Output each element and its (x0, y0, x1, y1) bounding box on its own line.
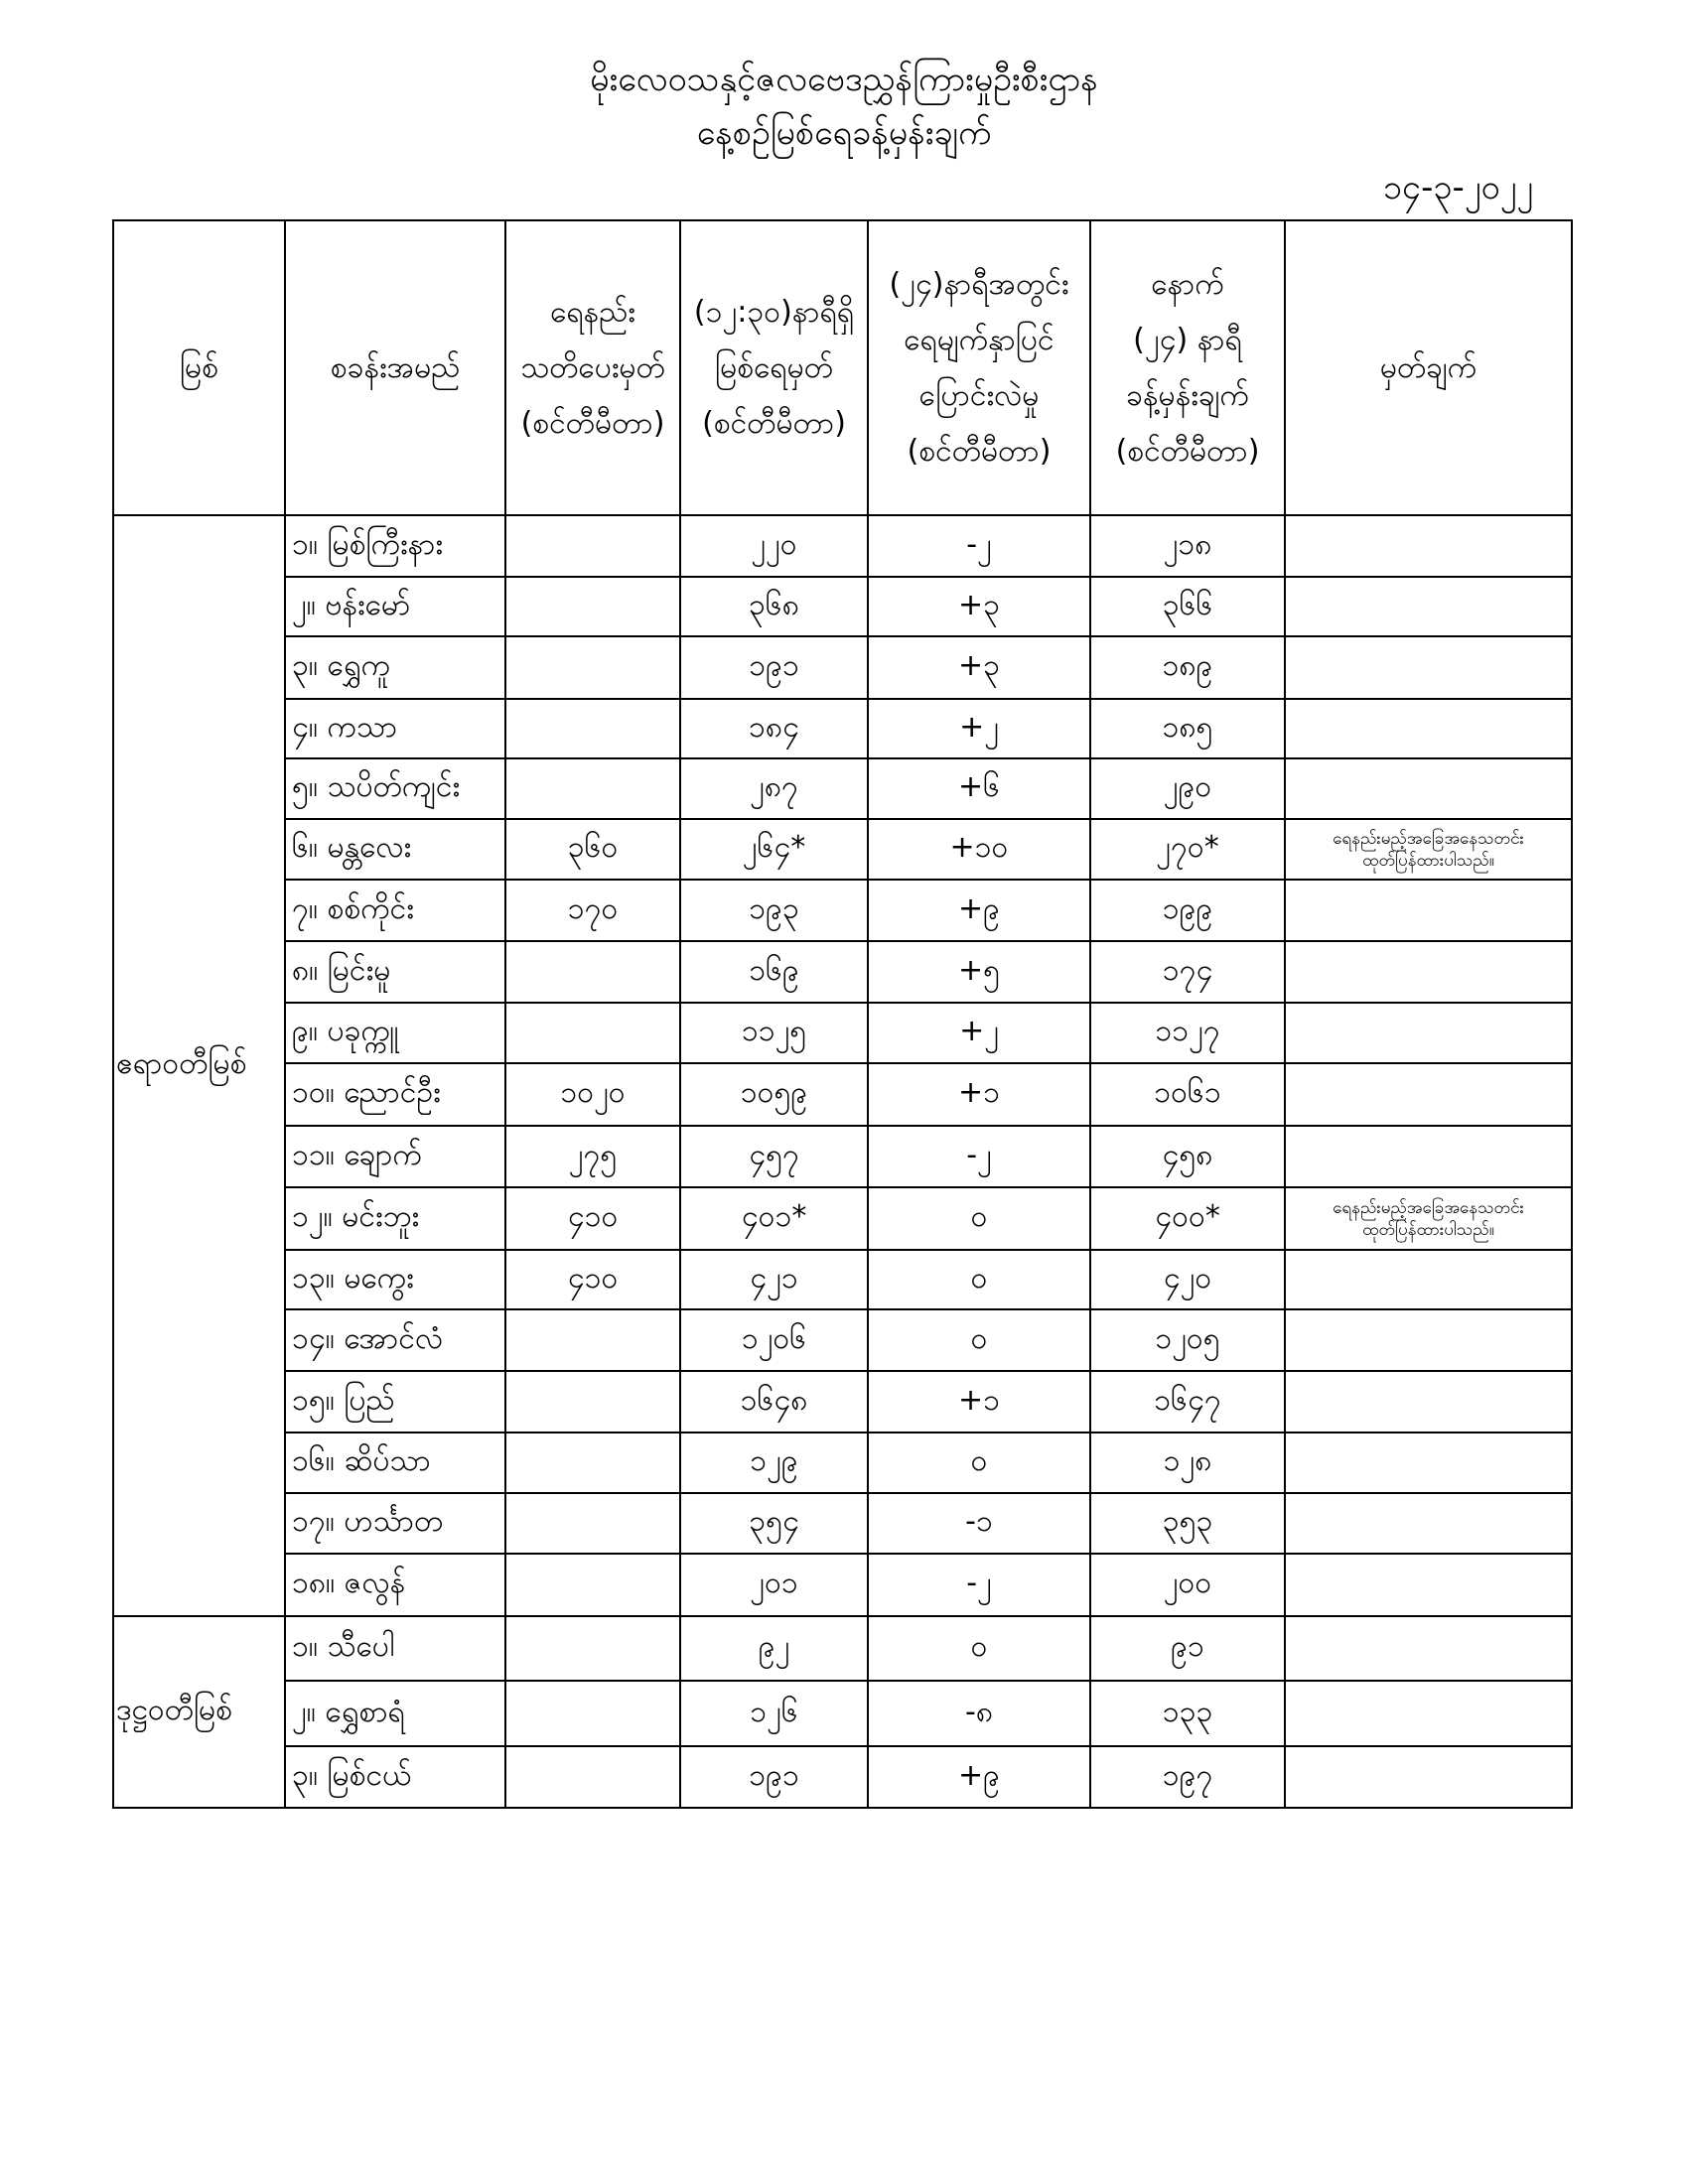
station-name-cell: ၁၁။ ချောက် (285, 1126, 505, 1187)
level-change-cell: -၂ (868, 515, 1090, 577)
water-level-cell: ၂၈၇ (680, 758, 868, 819)
forecast-level-cell: ၁၁၂၇ (1090, 1003, 1285, 1063)
remark-cell (1285, 1250, 1572, 1309)
water-level-cell: ၁၂၉ (680, 1433, 868, 1493)
table-row (113, 515, 1572, 577)
station-name-cell: ၄။ ကသာ (285, 699, 505, 758)
water-level-cell: ၁၆၉ (680, 941, 868, 1003)
forecast-level-cell: ၁၂၀၅ (1090, 1309, 1285, 1371)
warning-level-cell: ၄၁၀ (505, 1250, 680, 1309)
remark-cell (1285, 880, 1572, 941)
warning-level-cell (505, 1433, 680, 1493)
table-row (113, 1554, 1572, 1616)
remark-cell (1285, 758, 1572, 819)
warning-level-cell (505, 1003, 680, 1063)
remark-cell: ရေနည်းမည့်အခြေအနေသတင်း ထုတ်ပြန်ထားပါသည်။ (1285, 819, 1572, 880)
forecast-level-cell: ၃၅၃ (1090, 1493, 1285, 1554)
level-change-cell: +၆ (868, 758, 1090, 819)
forecast-level-cell: ၂၁၈ (1090, 515, 1285, 577)
station-name-cell: ၁၅။ ပြည် (285, 1371, 505, 1433)
station-name-cell: ၁။ မြစ်ကြီးနား (285, 515, 505, 577)
level-change-cell: ၀ (868, 1250, 1090, 1309)
water-level-cell: ၁၉၃ (680, 880, 868, 941)
col-water-level-header: (၁၂:၃၀)နာရီရှိ မြစ်ရေမှတ် (စင်တီမီတာ) (680, 220, 868, 515)
forecast-level-cell: ၄၅၈ (1090, 1126, 1285, 1187)
level-change-cell: -၂ (868, 1554, 1090, 1616)
col-warning-level-header: ရေနည်း သတိပေးမှတ် (စင်တီမီတာ) (505, 220, 680, 515)
water-level-cell: ၁၆၄၈ (680, 1371, 868, 1433)
remark-cell (1285, 1681, 1572, 1746)
water-level-cell: ၁၀၅၉ (680, 1063, 868, 1126)
col-forecast-header: နောက် (၂၄) နာရီ ခန့်မှန်းချက် (စင်တီမီတာ) (1090, 220, 1285, 515)
station-name-cell: ၁၈။ ဇလွန် (285, 1554, 505, 1616)
remark-cell (1285, 577, 1572, 636)
river-name-cell: ဧရာဝတီမြစ် (113, 515, 285, 1616)
water-level-cell: ၁၉၁ (680, 636, 868, 699)
remark-cell (1285, 1433, 1572, 1493)
table-row (113, 577, 1572, 636)
remark-cell (1285, 1554, 1572, 1616)
table-row (113, 1063, 1572, 1126)
table-row (113, 1187, 1572, 1250)
remark-cell (1285, 1126, 1572, 1187)
forecast-level-cell: ၄၀၀* (1090, 1187, 1285, 1250)
col-remark-header: မှတ်ချက် (1285, 220, 1572, 515)
warning-level-cell (505, 941, 680, 1003)
forecast-level-cell: ၂၇၀* (1090, 819, 1285, 880)
water-level-cell: ၁၁၂၅ (680, 1003, 868, 1063)
level-change-cell: ၀ (868, 1187, 1090, 1250)
water-level-cell: ၂၆၄* (680, 819, 868, 880)
level-change-cell: +၁ (868, 1063, 1090, 1126)
water-level-cell: ၉၂ (680, 1616, 868, 1681)
table-row (113, 1681, 1572, 1746)
forecast-level-cell: ၉၁ (1090, 1616, 1285, 1681)
level-change-cell: +၅ (868, 941, 1090, 1003)
level-change-cell: ၀ (868, 1616, 1090, 1681)
table-row (113, 1126, 1572, 1187)
forecast-level-cell: ၃၆၆ (1090, 577, 1285, 636)
station-name-cell: ၁၂။ မင်းဘူး (285, 1187, 505, 1250)
river-name-cell: ဒုဋ္ဌဝတီမြစ် (113, 1616, 285, 1808)
warning-level-cell (505, 1493, 680, 1554)
table-row (113, 880, 1572, 941)
water-level-cell: ၃၆၈ (680, 577, 868, 636)
station-name-cell: ၅။ သပိတ်ကျင်း (285, 758, 505, 819)
water-level-cell: ၁၂၀၆ (680, 1309, 868, 1371)
forecast-level-cell: ၁၀၆၁ (1090, 1063, 1285, 1126)
document-subtitle: နေ့စဉ်မြစ်ရေခန့်မှန်းချက် (696, 113, 992, 153)
station-name-cell: ၃။ ရွှေကူ (285, 636, 505, 699)
level-change-cell: +၂ (868, 699, 1090, 758)
station-name-cell: ၁၄။ အောင်လံ (285, 1309, 505, 1371)
level-change-cell: +၃ (868, 577, 1090, 636)
level-change-cell: -၂ (868, 1126, 1090, 1187)
table-row (113, 1433, 1572, 1493)
warning-level-cell (505, 1616, 680, 1681)
station-name-cell: ၁။ သီပေါ (285, 1616, 505, 1681)
table-body (113, 515, 1572, 1808)
station-name-cell: ၈။ မြင်းမူ (285, 941, 505, 1003)
warning-level-cell (505, 1309, 680, 1371)
warning-level-cell (505, 515, 680, 577)
warning-level-cell: ၄၁၀ (505, 1187, 680, 1250)
station-name-cell: ၂။ ဗန်းမော် (285, 577, 505, 636)
remark-cell (1285, 1063, 1572, 1126)
col-river-header: မြစ် (113, 220, 285, 515)
water-level-cell: ၁၂၆ (680, 1681, 868, 1746)
document-title: မိုးလေဝသနှင့်ဇလဗေဒညွှန်ကြားမှုဦးစီးဌာန (590, 60, 1098, 99)
warning-level-cell (505, 577, 680, 636)
water-level-cell: ၄၅၇ (680, 1126, 868, 1187)
table-row (113, 636, 1572, 699)
station-name-cell: ၁၇။ ဟင်္သာတ (285, 1493, 505, 1554)
remark-cell (1285, 1309, 1572, 1371)
water-level-cell: ၂၀၁ (680, 1554, 868, 1616)
table-row (113, 1616, 1572, 1681)
remark-cell (1285, 636, 1572, 699)
remark-cell (1285, 1616, 1572, 1681)
table-row (113, 1493, 1572, 1554)
water-level-cell: ၄၂၁ (680, 1250, 868, 1309)
table-row (113, 1309, 1572, 1371)
warning-level-cell (505, 1371, 680, 1433)
forecast-level-cell: ၁၇၄ (1090, 941, 1285, 1003)
warning-level-cell (505, 636, 680, 699)
table-row (113, 1003, 1572, 1063)
forecast-level-cell: ၁၉၉ (1090, 880, 1285, 941)
forecast-level-cell: ၂၉၀ (1090, 758, 1285, 819)
forecast-level-cell: ၁၆၄၇ (1090, 1371, 1285, 1433)
remark-cell (1285, 699, 1572, 758)
remark-cell (1285, 1371, 1572, 1433)
remark-cell (1285, 515, 1572, 577)
warning-level-cell (505, 1554, 680, 1616)
remark-cell (1285, 1746, 1572, 1808)
remark-cell: ရေနည်းမည့်အခြေအနေသတင်း ထုတ်ပြန်ထားပါသည်။ (1285, 1187, 1572, 1250)
level-change-cell: ၀ (868, 1309, 1090, 1371)
warning-level-cell (505, 758, 680, 819)
table-row (113, 1746, 1572, 1808)
forecast-level-cell: ၁၈၉ (1090, 636, 1285, 699)
table-row (113, 819, 1572, 880)
level-change-cell: -၁ (868, 1493, 1090, 1554)
report-date: ၁၄-၃-၂၀၂၂ (1382, 168, 1533, 207)
level-change-cell: ၀ (868, 1433, 1090, 1493)
river-forecast-table (112, 219, 1573, 1809)
remark-cell (1285, 1003, 1572, 1063)
remark-cell (1285, 1493, 1572, 1554)
forecast-level-cell: ၁၉၇ (1090, 1746, 1285, 1808)
forecast-level-cell: ၄၂၀ (1090, 1250, 1285, 1309)
remark-cell (1285, 941, 1572, 1003)
table-row (113, 699, 1572, 758)
table-header-row (113, 220, 1572, 515)
warning-level-cell: ၁၀၂၀ (505, 1063, 680, 1126)
level-change-cell: +၉ (868, 880, 1090, 941)
warning-level-cell (505, 1681, 680, 1746)
station-name-cell: ၁၃။ မကွေး (285, 1250, 505, 1309)
station-name-cell: ၂။ ရွှေစာရံ (285, 1681, 505, 1746)
station-name-cell: ၃။ မြစ်ငယ် (285, 1746, 505, 1808)
level-change-cell: +၉ (868, 1746, 1090, 1808)
warning-level-cell: ၁၇၀ (505, 880, 680, 941)
forecast-level-cell: ၁၃၃ (1090, 1681, 1285, 1746)
water-level-cell: ၃၅၄ (680, 1493, 868, 1554)
table-row (113, 758, 1572, 819)
water-level-cell: ၂၂၀ (680, 515, 868, 577)
table-row (113, 1371, 1572, 1433)
warning-level-cell (505, 1746, 680, 1808)
col-24h-change-header: (၂၄)နာရီအတွင်း ရေမျက်နှာပြင် ပြောင်းလဲမှု (စင်တီမီတာ) (868, 220, 1090, 515)
forecast-level-cell: ၂၀၀ (1090, 1554, 1285, 1616)
water-level-cell: ၄၀၁* (680, 1187, 868, 1250)
warning-level-cell: ၂၇၅ (505, 1126, 680, 1187)
level-change-cell: -၈ (868, 1681, 1090, 1746)
water-level-cell: ၁၈၄ (680, 699, 868, 758)
warning-level-cell: ၃၆၀ (505, 819, 680, 880)
level-change-cell: +၂ (868, 1003, 1090, 1063)
col-station-header: စခန်းအမည် (285, 220, 505, 515)
forecast-level-cell: ၁၈၅ (1090, 699, 1285, 758)
level-change-cell: +၁ (868, 1371, 1090, 1433)
level-change-cell: +၃ (868, 636, 1090, 699)
station-name-cell: ၁၀။ ညောင်ဦး (285, 1063, 505, 1126)
station-name-cell: ၉။ ပခုက္ကူ (285, 1003, 505, 1063)
table-row (113, 1250, 1572, 1309)
station-name-cell: ၆။ မန္တလေး (285, 819, 505, 880)
station-name-cell: ၇။ စစ်ကိုင်း (285, 880, 505, 941)
station-name-cell: ၁၆။ ဆိပ်သာ (285, 1433, 505, 1493)
warning-level-cell (505, 699, 680, 758)
level-change-cell: +၁၀ (868, 819, 1090, 880)
table-row (113, 941, 1572, 1003)
forecast-level-cell: ၁၂၈ (1090, 1433, 1285, 1493)
water-level-cell: ၁၉၁ (680, 1746, 868, 1808)
